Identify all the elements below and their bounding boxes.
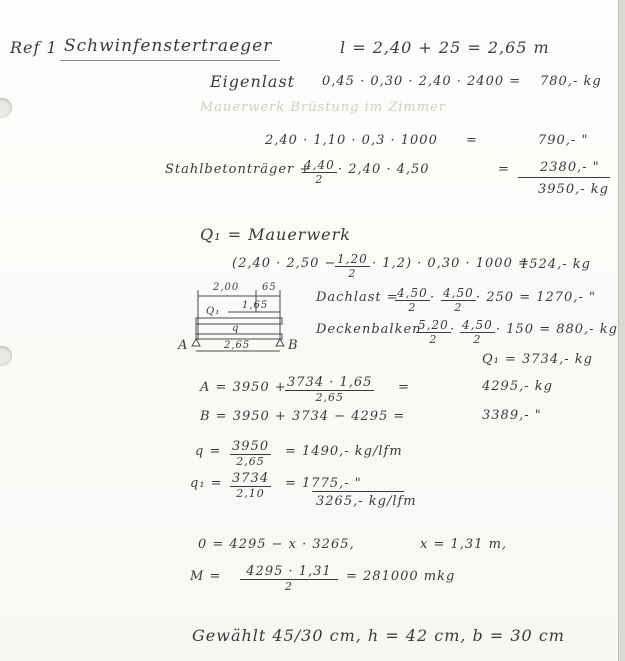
q1-fraction: 3734 2,10 <box>232 471 270 500</box>
q1-masonry-expr-a: (2,40 · 2,50 − <box>232 256 337 271</box>
masonry-expr: 2,40 · 1,10 · 0,3 · 1000 <box>265 133 438 148</box>
self-weight-expr: 0,45 · 0,30 · 2,40 · 2400 = <box>322 74 522 89</box>
q-fraction: 3950 2,65 <box>232 439 270 468</box>
moment-lhs: M = <box>190 569 222 584</box>
joist-load-dot: · <box>450 322 456 337</box>
sketch-support-a: A <box>178 338 189 353</box>
rc-beam-eq: = <box>498 162 510 177</box>
rc-beam-result: 2380,- " <box>540 160 600 175</box>
q1-lhs: q₁ = <box>190 476 223 491</box>
span-equation: l = 2,40 + 25 = 2,65 m <box>340 38 550 57</box>
moment-fraction: 4295 · 1,31 2 <box>240 564 338 593</box>
joist-load-rest: · 150 = 880,- kg <box>496 322 618 337</box>
zero-equation: 0 = 4295 − x · 3265, <box>198 537 355 552</box>
joist-load-fraction-2: $\frac{4,50}{2}$ <box>462 318 493 346</box>
moment-rhs: = 281000 mkg <box>346 569 456 584</box>
q1-total: Q₁ = 3734,- kg <box>482 352 593 367</box>
q-total: 3265,- kg/lfm <box>316 494 417 509</box>
roof-load-fraction-2: $\frac{4,50}{2}$ <box>443 286 474 314</box>
masonry-heading-faint: Mauerwerk Brüstung im Zimmer <box>200 100 446 115</box>
masonry-eq: = <box>466 133 478 148</box>
reaction-a-result: 4295,- kg <box>482 379 553 394</box>
load-total: 3950,- kg <box>538 182 609 197</box>
reaction-a-lhs: A = 3950 + <box>200 380 287 395</box>
reaction-b-result: 3389,- " <box>482 408 542 423</box>
sketch-dim-mid: 1,65 <box>242 300 269 311</box>
q1-masonry-result: 1524,- kg <box>520 257 591 272</box>
reaction-a-fraction: 3734 · 1,65 2,65 <box>287 375 373 404</box>
q-rhs: = 1490,- kg/lfm <box>285 444 403 459</box>
q-sum-rule <box>312 491 404 492</box>
support-b-symbol <box>276 339 284 346</box>
sheet-title: Schwinfenstertraeger <box>64 36 273 56</box>
reaction-a-eq: = <box>398 380 410 395</box>
q1-rhs: = 1775,- " <box>285 476 362 491</box>
sketch-q1-label: Q₁ <box>206 306 221 317</box>
roof-load-dot: · <box>430 290 436 305</box>
joist-load-label: Deckenbalken <box>316 322 422 337</box>
q1-masonry-fraction: $\frac{1,20}{2}$ <box>337 252 368 280</box>
rc-beam-fraction: $\frac{4,40}{2}$ <box>304 158 335 186</box>
q-lhs: q = <box>195 444 222 459</box>
masonry-result: 790,- " <box>538 133 589 148</box>
sketch-dim-b: 65 <box>262 282 277 293</box>
ref-label: Ref 1 <box>10 38 58 57</box>
sketch-support-b: B <box>288 338 299 353</box>
roof-load-rest: · 250 = 1270,- " <box>476 290 596 305</box>
roof-load-fraction-1: $\frac{4,50}{2}$ <box>397 286 428 314</box>
q1-masonry-expr-b: · 1,2) · 0,30 · 1000 = <box>372 256 530 271</box>
q1-heading: Q₁ = Mauerwerk <box>200 225 351 244</box>
x-value: x = 1,31 m, <box>420 537 508 552</box>
sketch-dim-a: 2,00 <box>213 282 240 293</box>
final-selection: Gewählt 45/30 cm, h = 42 cm, b = 30 cm <box>192 626 565 645</box>
sketch-q-label: q <box>232 323 240 334</box>
reaction-b-expr: B = 3950 + 3734 − 4295 = <box>200 409 406 424</box>
self-weight-label: Eigenlast <box>210 72 296 91</box>
rc-beam-expr: · 2,40 · 4,50 <box>338 162 430 177</box>
self-weight-result: 780,- kg <box>540 74 602 89</box>
joist-load-fraction-1: $\frac{5,20}{2}$ <box>418 318 449 346</box>
beam-body <box>196 334 282 339</box>
rc-beam-label: Stahlbetonträger + <box>165 162 312 177</box>
roof-load-label: Dachlast = <box>316 290 399 305</box>
support-a-symbol <box>192 339 200 346</box>
sketch-span-label: 2,65 <box>224 340 251 351</box>
